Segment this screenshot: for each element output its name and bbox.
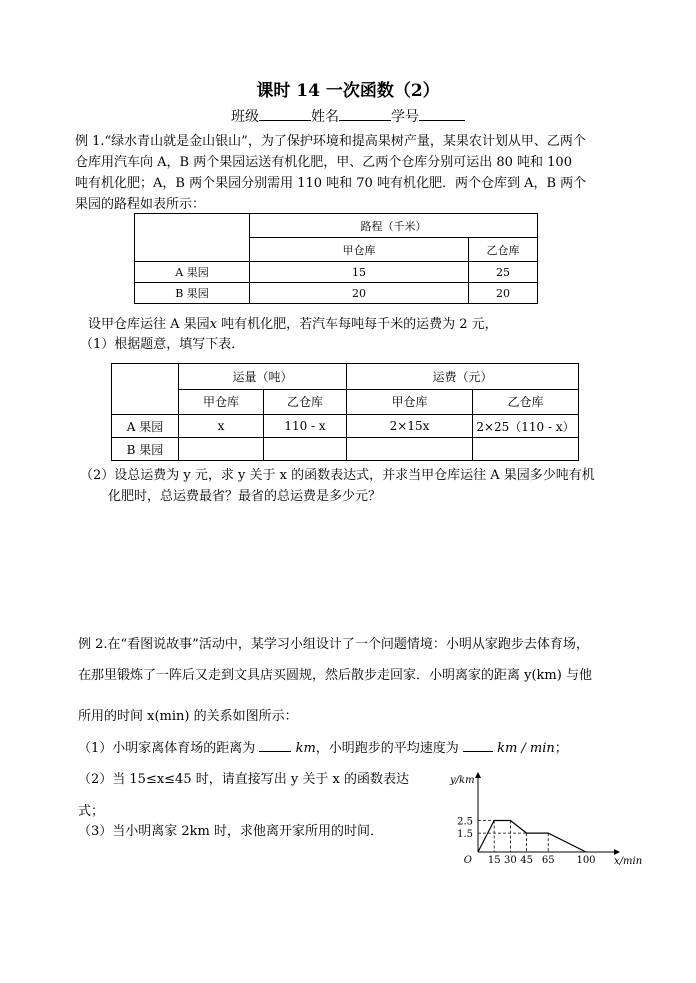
- x-tick-label: 100: [576, 855, 596, 866]
- x-axis-label: x/min: [614, 856, 643, 867]
- table-row: [135, 283, 538, 304]
- blank-cell[interactable]: [264, 438, 347, 461]
- blank-cell[interactable]: [179, 438, 264, 461]
- blank-cell[interactable]: [473, 438, 579, 461]
- y-axis-arrow: [475, 772, 481, 778]
- distance-table-corner: [135, 214, 250, 262]
- class-label: 班级: [231, 109, 259, 125]
- y-tick-label: 1.5: [457, 829, 473, 841]
- x-tick-label: 30: [504, 855, 517, 866]
- ex1-q2: [80, 465, 680, 507]
- row-name: B 果园: [112, 438, 179, 461]
- distance-col-yi: 乙仓库: [469, 238, 538, 262]
- distance-header: 路程（千米）: [250, 214, 538, 238]
- ex1-line1: 例 1.“绿水青山就是金山银山”，为了保护环境和提高果树产量，某果农计划从甲、乙两个: [75, 134, 586, 149]
- name-label: 姓名: [311, 109, 339, 125]
- class-blank: [259, 106, 311, 121]
- sub-header: 甲仓库: [347, 389, 473, 415]
- ex2-q3: （3）当小明离家 2km 时，求他离开家所用的时间．: [78, 824, 384, 839]
- student-info-line: [0, 106, 696, 126]
- page-title: 课时 14 一次函数（2）: [256, 81, 440, 101]
- ex2-q2-line2: 式；: [78, 804, 105, 819]
- y-tick-label: 2.5: [457, 816, 473, 828]
- example1-paragraph: [75, 131, 675, 215]
- cell: 20: [250, 283, 469, 304]
- unit-speed: km / min: [497, 741, 555, 756]
- distance-table: [134, 213, 538, 304]
- row-name: B 果园: [135, 283, 250, 304]
- ex1-q1: （1）根据题意，填写下表．: [80, 337, 245, 352]
- ex2-q2-line1: （2）当 15≤x≤45 时，请直接写出 y 关于 x 的函数表达: [78, 772, 409, 787]
- row-name: A 果园: [135, 262, 250, 283]
- sub-header: 甲仓库: [179, 389, 264, 415]
- x-tick-label: 65: [541, 855, 555, 866]
- cell: x: [179, 415, 264, 438]
- cell: 110 - x: [264, 415, 347, 438]
- distance-time-graph: [440, 770, 670, 868]
- transport-table-corner: [112, 364, 179, 415]
- cell: 2×25（110 - x）: [473, 415, 579, 438]
- q1-text: （1）小明家离体育场的距离为: [78, 741, 256, 756]
- q1-text-2: ，小明跑步的平均速度为: [315, 741, 459, 756]
- ex1-setup: [88, 314, 678, 335]
- sub-header: 乙仓库: [264, 389, 347, 415]
- id-blank: [419, 106, 465, 121]
- ex1-line4: 果园的路程如表所示：: [75, 197, 206, 212]
- setup-text-2: 吨有机化肥，若汽车每吨每千米的运费为 2 元，: [217, 317, 498, 332]
- setup-var: x: [209, 317, 217, 332]
- transport-table: [111, 363, 579, 461]
- row-name: A 果园: [112, 415, 179, 438]
- blank-cell[interactable]: [347, 438, 473, 461]
- cell: 15: [250, 262, 469, 283]
- table-row: [112, 438, 579, 461]
- ex1-line2: 仓库用汽车向 A，B 两个果园运送有机化肥，甲、乙两个仓库分别可运出 80 吨和 100: [75, 155, 572, 170]
- q1-end: ；: [554, 741, 568, 756]
- cost-header: 运费（元）: [347, 364, 579, 390]
- answer-blank-distance[interactable]: [259, 738, 291, 752]
- x-tick-label: 15: [487, 855, 501, 866]
- ex2-line1: 例 2.在“看图说故事”活动中，某学习小组设计了一个问题情境：小明从家跑步去体育场，: [78, 637, 589, 652]
- amount-header: 运量（吨）: [179, 364, 347, 390]
- ex1-line3: 吨有机化肥；A，B 两个果园分别需用 110 吨和 70 吨有机化肥．两个仓库到 A，B 两个: [75, 176, 587, 191]
- cell: 25: [469, 262, 538, 283]
- sub-header: 乙仓库: [473, 389, 579, 415]
- unit-km: km: [295, 741, 316, 756]
- ex2-line2: 在那里锻炼了一阵后又走到文具店买圆规，然后散步走回家．小明离家的距离 y(km) 与他: [78, 668, 592, 683]
- ex2-line3: 所用的时间 x(min) 的关系如图所示：: [78, 709, 298, 724]
- y-axis-label: y/km: [450, 775, 475, 786]
- x-tick-label: 45: [520, 855, 533, 866]
- answer-blank-speed[interactable]: [463, 738, 493, 752]
- id-label: 学号: [391, 109, 419, 125]
- name-blank: [339, 106, 391, 121]
- setup-text: 设甲仓库运往 A 果园: [88, 317, 210, 332]
- x-axis-arrow: [614, 849, 620, 855]
- ex2-q1: [78, 738, 688, 759]
- cell: 20: [469, 283, 538, 304]
- table-row: [112, 415, 579, 438]
- origin-label: O: [463, 855, 472, 866]
- ex1-q2-line2: 化肥时，总运费最省？最省的总运费是多少元？: [108, 489, 382, 504]
- ex1-q2-line1: （2）设总运费为 y 元，求 y 关于 x 的函数表达式，并求当甲仓库运往 A 果园多少吨有机: [80, 468, 595, 483]
- table-row: [135, 262, 538, 283]
- distance-col-jia: 甲仓库: [250, 238, 469, 262]
- cell: 2×15x: [347, 415, 473, 438]
